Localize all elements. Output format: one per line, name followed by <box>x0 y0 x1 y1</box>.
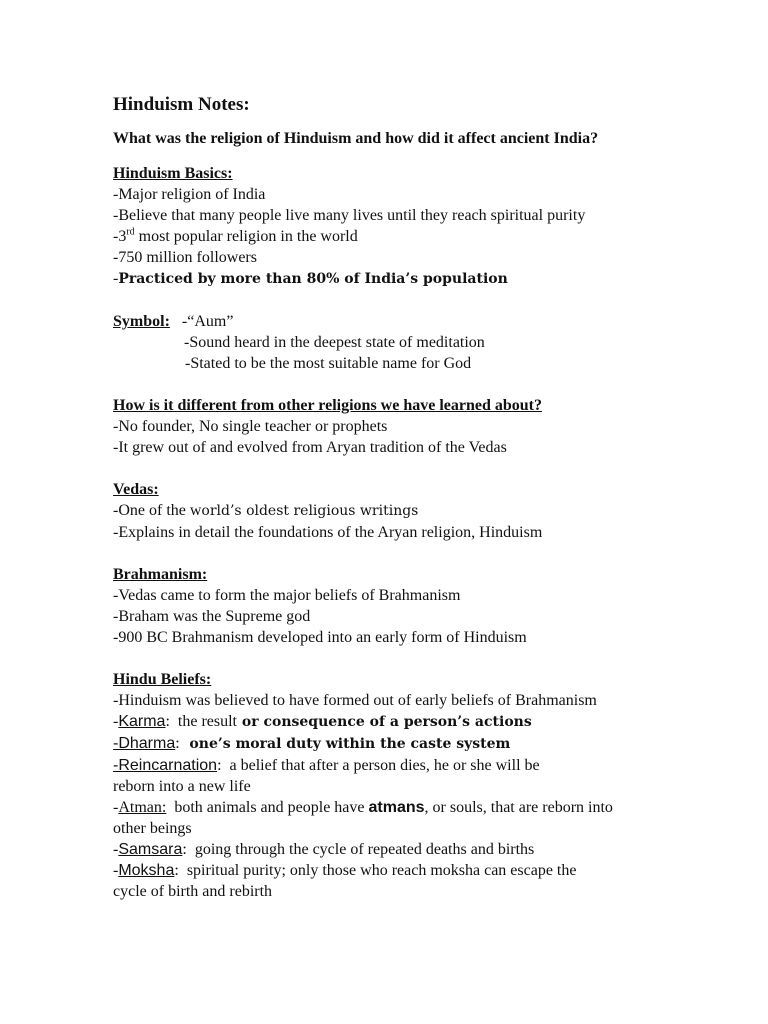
karma-text-b: or consequence of a person’s actions <box>237 714 532 730</box>
vedas-item-2: -Explains in detail the foundations of the Aryan religion, Hinduism <box>113 524 543 541</box>
moksha-text-1: spiritual purity; only those who reach moksha can escape the <box>178 862 577 879</box>
symbol-row <box>113 311 733 332</box>
karma-colon: : <box>165 713 170 730</box>
different-item-1: -No founder, No single teacher or prophets <box>113 418 388 435</box>
section-heading-basics: Hinduism Basics: <box>113 165 233 182</box>
atman-text-2: other beings <box>113 820 192 837</box>
section-different <box>113 395 733 458</box>
brahmanism-item-1: -Vedas came to form the major beliefs of Brahmanism <box>113 587 461 604</box>
moksha-text-2: cycle of birth and rebirth <box>113 883 273 900</box>
karma-text-a: the result <box>169 713 237 730</box>
symbol-line-1: -“Aum” <box>181 313 234 330</box>
section-heading-brahmanism: Brahmanism: <box>113 566 208 583</box>
reincarnation-text-2: reborn into a new life <box>113 778 251 795</box>
samsara-dash: - <box>113 841 119 858</box>
symbol-line-2: -Sound heard in the deepest state of meditation <box>184 334 485 351</box>
essential-question: What was the religion of Hinduism and how did it affect ancient India? <box>113 130 599 147</box>
beliefs-atman <box>113 797 733 818</box>
vedas-item-1-a: -One of the w <box>113 502 202 519</box>
samsara-colon: : <box>182 841 187 858</box>
reincarnation-colon: : <box>217 757 222 774</box>
brahmanism-item-2: -Braham was the Supreme god <box>113 608 311 625</box>
section-heading-beliefs: Hindu Beliefs: <box>113 671 212 688</box>
basics-item-3-prefix: -3 <box>113 228 127 245</box>
basics-item-3 <box>113 226 733 247</box>
basics-item-4: -750 million followers <box>113 249 257 266</box>
reincarnation-term: -Reincarnation <box>113 757 218 774</box>
beliefs-karma <box>113 711 733 733</box>
basics-item-3-sup: rd <box>126 226 135 238</box>
dharma-text: one’s moral duty within the caste system <box>179 736 511 752</box>
karma-dash: - <box>113 713 119 730</box>
brahmanism-item-3: -900 BC Brahmanism developed into an early form of Hinduism <box>113 629 527 646</box>
section-symbol <box>113 311 733 374</box>
beliefs-moksha <box>113 860 733 881</box>
basics-item-5 <box>113 268 733 290</box>
vedas-item-1-b: orld’s oldest religious writings <box>201 503 419 519</box>
dharma-colon: : <box>175 735 180 752</box>
atman-bold: atmans <box>368 799 425 816</box>
beliefs-dharma <box>113 733 733 755</box>
atman-term: Atman: <box>118 799 167 816</box>
atman-dash: - <box>113 799 119 816</box>
basics-item-5-text: Practiced by more than 80% of India’s population <box>118 271 508 287</box>
samsara-term: Samsara <box>118 841 183 858</box>
beliefs-reincarnation <box>113 755 733 776</box>
moksha-term: Moksha <box>118 862 175 879</box>
beliefs-item-1: -Hinduism was believed to have formed out of early beliefs of Brahmanism <box>113 692 597 709</box>
different-item-2: -It grew out of and evolved from Aryan tradition of the Vedas <box>113 439 507 456</box>
symbol-line-3: -Stated to be the most suitable name for God <box>185 355 472 372</box>
vedas-item-1 <box>113 500 733 522</box>
page-title: Hinduism Notes: <box>113 94 250 115</box>
atman-text-b: , or souls, that are reborn into <box>424 799 613 816</box>
dharma-term: -Dharma <box>113 735 176 752</box>
section-vedas <box>113 479 733 543</box>
basics-item-3-suffix: most popular religion in the world <box>134 228 358 245</box>
section-heading-vedas: Vedas: <box>113 481 159 498</box>
section-basics <box>113 163 733 290</box>
basics-item-5-dash: - <box>113 270 119 287</box>
beliefs-samsara <box>113 839 733 860</box>
samsara-text: going through the cycle of repeated deaths and births <box>186 841 535 858</box>
basics-item-2: -Believe that many people live many lives until they reach spiritual purity <box>113 207 586 224</box>
atman-text-a: both animals and people have <box>166 799 369 816</box>
section-heading-symbol: Symbol: <box>113 313 170 330</box>
moksha-colon: : <box>174 862 179 879</box>
basics-item-1: -Major religion of India <box>113 186 266 203</box>
moksha-dash: - <box>113 862 119 879</box>
document-page <box>113 92 733 923</box>
section-beliefs <box>113 669 733 902</box>
section-brahmanism <box>113 564 733 648</box>
section-heading-different: How is it different from other religions we have learned about? <box>113 397 542 414</box>
karma-term: Karma <box>118 713 166 730</box>
reincarnation-text-1: a belief that after a person dies, he or she will be <box>221 757 540 774</box>
